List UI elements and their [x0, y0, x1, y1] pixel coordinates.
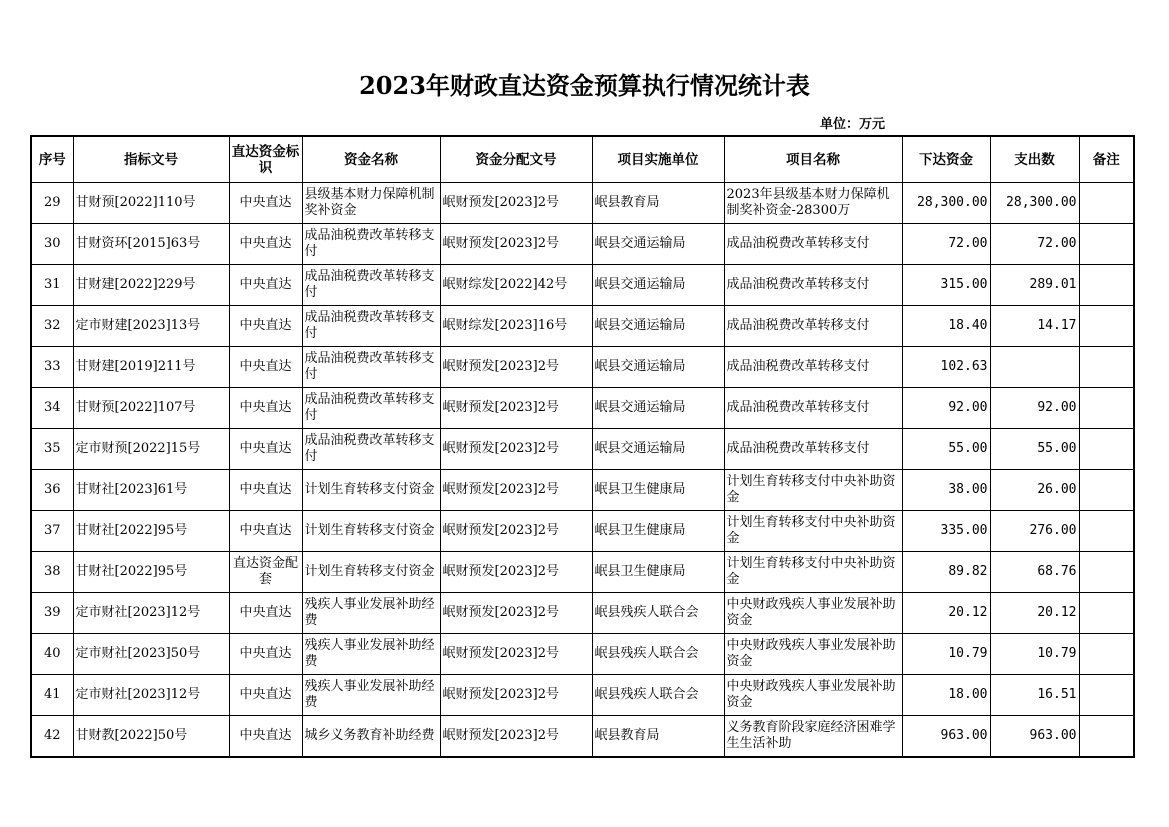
cell-note [1079, 593, 1134, 634]
cell-project: 成品油税费改革转移支付 [724, 306, 902, 347]
header-fund-name: 资金名称 [302, 136, 440, 183]
header-note: 备注 [1079, 136, 1134, 183]
cell-alloc-doc: 岷财预发[2023]2号 [440, 511, 592, 552]
table-row [31, 675, 1134, 716]
cell-note [1079, 470, 1134, 511]
cell-doc-no: 定市财预[2022]15号 [73, 429, 229, 470]
cell-note [1079, 224, 1134, 265]
cell-spent: 92.00 [990, 388, 1079, 429]
cell-doc-no: 甘财建[2019]211号 [73, 347, 229, 388]
cell-project: 计划生育转移支付中央补助资金 [724, 511, 902, 552]
cell-impl-unit: 岷县残疾人联合会 [592, 634, 724, 675]
cell-doc-no: 定市财社[2023]12号 [73, 593, 229, 634]
cell-doc-no: 甘财建[2022]229号 [73, 265, 229, 306]
cell-doc-no: 甘财社[2023]61号 [73, 470, 229, 511]
cell-project: 成品油税费改革转移支付 [724, 429, 902, 470]
cell-spent: 10.79 [990, 634, 1079, 675]
cell-spent: 14.17 [990, 306, 1079, 347]
cell-project: 中央财政残疾人事业发展补助资金 [724, 593, 902, 634]
cell-doc-no: 甘财社[2022]95号 [73, 511, 229, 552]
cell-seq: 31 [31, 265, 73, 306]
cell-seq: 29 [31, 183, 73, 224]
cell-seq: 38 [31, 552, 73, 593]
cell-impl-unit: 岷县交通运输局 [592, 224, 724, 265]
cell-alloc-doc: 岷财预发[2023]2号 [440, 716, 592, 757]
cell-fund-name: 成品油税费改革转移支付 [302, 429, 440, 470]
cell-project: 中央财政残疾人事业发展补助资金 [724, 675, 902, 716]
cell-mark: 中央直达 [229, 429, 302, 470]
table-row [31, 388, 1134, 429]
cell-impl-unit: 岷县教育局 [592, 183, 724, 224]
cell-impl-unit: 岷县交通运输局 [592, 388, 724, 429]
cell-spent [990, 347, 1079, 388]
table-row [31, 429, 1134, 470]
cell-alloc-doc: 岷财预发[2023]2号 [440, 429, 592, 470]
cell-doc-no: 甘财预[2022]110号 [73, 183, 229, 224]
cell-project: 计划生育转移支付中央补助资金 [724, 470, 902, 511]
cell-alloc-doc: 岷财预发[2023]2号 [440, 552, 592, 593]
cell-issued: 28,300.00 [902, 183, 990, 224]
cell-issued: 92.00 [902, 388, 990, 429]
cell-project: 成品油税费改革转移支付 [724, 388, 902, 429]
cell-note [1079, 552, 1134, 593]
cell-doc-no: 定市财社[2023]50号 [73, 634, 229, 675]
cell-project: 中央财政残疾人事业发展补助资金 [724, 634, 902, 675]
cell-fund-name: 计划生育转移支付资金 [302, 552, 440, 593]
cell-impl-unit: 岷县交通运输局 [592, 265, 724, 306]
cell-issued: 102.63 [902, 347, 990, 388]
cell-spent: 16.51 [990, 675, 1079, 716]
cell-project: 2023年县级基本财力保障机制奖补资金-28300万 [724, 183, 902, 224]
table-row [31, 552, 1134, 593]
cell-impl-unit: 岷县卫生健康局 [592, 511, 724, 552]
cell-project: 计划生育转移支付中央补助资金 [724, 552, 902, 593]
cell-doc-no: 定市财建[2023]13号 [73, 306, 229, 347]
budget-table [30, 135, 1135, 758]
cell-issued: 72.00 [902, 224, 990, 265]
cell-note [1079, 306, 1134, 347]
cell-doc-no: 定市财社[2023]12号 [73, 675, 229, 716]
cell-mark: 中央直达 [229, 716, 302, 757]
cell-seq: 30 [31, 224, 73, 265]
cell-mark: 中央直达 [229, 224, 302, 265]
cell-seq: 33 [31, 347, 73, 388]
cell-issued: 55.00 [902, 429, 990, 470]
table-row [31, 183, 1134, 224]
cell-mark: 中央直达 [229, 470, 302, 511]
header-alloc-doc: 资金分配文号 [440, 136, 592, 183]
cell-impl-unit: 岷县卫生健康局 [592, 470, 724, 511]
cell-fund-name: 县级基本财力保障机制奖补资金 [302, 183, 440, 224]
cell-note [1079, 675, 1134, 716]
cell-seq: 41 [31, 675, 73, 716]
cell-alloc-doc: 岷财预发[2023]2号 [440, 470, 592, 511]
cell-fund-name: 城乡义务教育补助经费 [302, 716, 440, 757]
cell-doc-no: 甘财社[2022]95号 [73, 552, 229, 593]
header-row [31, 136, 1134, 183]
cell-spent: 289.01 [990, 265, 1079, 306]
header-mark: 直达资金标识 [229, 136, 302, 183]
table-row [31, 265, 1134, 306]
header-project: 项目名称 [724, 136, 902, 183]
cell-note [1079, 716, 1134, 757]
cell-alloc-doc: 岷财预发[2023]2号 [440, 675, 592, 716]
cell-issued: 315.00 [902, 265, 990, 306]
cell-issued: 38.00 [902, 470, 990, 511]
cell-seq: 37 [31, 511, 73, 552]
cell-spent: 276.00 [990, 511, 1079, 552]
cell-issued: 18.00 [902, 675, 990, 716]
cell-alloc-doc: 岷财预发[2023]2号 [440, 388, 592, 429]
cell-seq: 36 [31, 470, 73, 511]
cell-fund-name: 成品油税费改革转移支付 [302, 347, 440, 388]
cell-fund-name: 残疾人事业发展补助经费 [302, 593, 440, 634]
cell-issued: 335.00 [902, 511, 990, 552]
cell-issued: 20.12 [902, 593, 990, 634]
table-row [31, 716, 1134, 757]
cell-mark: 中央直达 [229, 388, 302, 429]
cell-alloc-doc: 岷财综发[2022]42号 [440, 265, 592, 306]
unit-label: 单位：万元 [820, 117, 886, 132]
cell-alloc-doc: 岷财预发[2023]2号 [440, 593, 592, 634]
cell-spent: 20.12 [990, 593, 1079, 634]
cell-project: 成品油税费改革转移支付 [724, 347, 902, 388]
header-doc-no: 指标文号 [73, 136, 229, 183]
header-seq: 序号 [31, 136, 73, 183]
header-issued: 下达资金 [902, 136, 990, 183]
cell-project: 成品油税费改革转移支付 [724, 224, 902, 265]
cell-impl-unit: 岷县卫生健康局 [592, 552, 724, 593]
cell-spent: 72.00 [990, 224, 1079, 265]
table-row [31, 634, 1134, 675]
cell-fund-name: 成品油税费改革转移支付 [302, 265, 440, 306]
cell-doc-no: 甘财资环[2015]63号 [73, 224, 229, 265]
cell-issued: 89.82 [902, 552, 990, 593]
cell-fund-name: 残疾人事业发展补助经费 [302, 675, 440, 716]
table-row [31, 306, 1134, 347]
cell-note [1079, 265, 1134, 306]
cell-issued: 963.00 [902, 716, 990, 757]
cell-seq: 42 [31, 716, 73, 757]
cell-fund-name: 计划生育转移支付资金 [302, 470, 440, 511]
cell-spent: 963.00 [990, 716, 1079, 757]
cell-issued: 18.40 [902, 306, 990, 347]
cell-doc-no: 甘财预[2022]107号 [73, 388, 229, 429]
cell-mark: 中央直达 [229, 511, 302, 552]
cell-fund-name: 成品油税费改革转移支付 [302, 306, 440, 347]
header-impl-unit: 项目实施单位 [592, 136, 724, 183]
cell-spent: 68.76 [990, 552, 1079, 593]
cell-impl-unit: 岷县残疾人联合会 [592, 593, 724, 634]
cell-seq: 39 [31, 593, 73, 634]
cell-impl-unit: 岷县交通运输局 [592, 429, 724, 470]
cell-note [1079, 183, 1134, 224]
cell-seq: 32 [31, 306, 73, 347]
cell-alloc-doc: 岷财预发[2023]2号 [440, 224, 592, 265]
cell-issued: 10.79 [902, 634, 990, 675]
cell-fund-name: 成品油税费改革转移支付 [302, 388, 440, 429]
cell-mark: 中央直达 [229, 183, 302, 224]
cell-note [1079, 388, 1134, 429]
cell-mark: 中央直达 [229, 675, 302, 716]
cell-spent: 28,300.00 [990, 183, 1079, 224]
cell-mark: 中央直达 [229, 306, 302, 347]
table-row [31, 224, 1134, 265]
cell-seq: 40 [31, 634, 73, 675]
cell-note [1079, 347, 1134, 388]
table-row [31, 347, 1134, 388]
cell-mark: 直达资金配套 [229, 552, 302, 593]
cell-note [1079, 634, 1134, 675]
cell-impl-unit: 岷县教育局 [592, 716, 724, 757]
cell-seq: 35 [31, 429, 73, 470]
cell-alloc-doc: 岷财预发[2023]2号 [440, 183, 592, 224]
cell-alloc-doc: 岷财综发[2023]16号 [440, 306, 592, 347]
cell-impl-unit: 岷县交通运输局 [592, 306, 724, 347]
cell-doc-no: 甘财教[2022]50号 [73, 716, 229, 757]
cell-note [1079, 511, 1134, 552]
header-spent: 支出数 [990, 136, 1079, 183]
cell-note [1079, 429, 1134, 470]
cell-mark: 中央直达 [229, 347, 302, 388]
cell-impl-unit: 岷县交通运输局 [592, 347, 724, 388]
cell-spent: 26.00 [990, 470, 1079, 511]
table-row [31, 470, 1134, 511]
cell-project: 义务教育阶段家庭经济困难学生生活补助 [724, 716, 902, 757]
cell-project: 成品油税费改革转移支付 [724, 265, 902, 306]
table-row [31, 593, 1134, 634]
cell-fund-name: 计划生育转移支付资金 [302, 511, 440, 552]
table-row [31, 511, 1134, 552]
cell-fund-name: 残疾人事业发展补助经费 [302, 634, 440, 675]
cell-fund-name: 成品油税费改革转移支付 [302, 224, 440, 265]
cell-mark: 中央直达 [229, 265, 302, 306]
cell-seq: 34 [31, 388, 73, 429]
page-title: 2023年财政直达资金预算执行情况统计表 [359, 71, 810, 100]
cell-mark: 中央直达 [229, 593, 302, 634]
cell-alloc-doc: 岷财预发[2023]2号 [440, 634, 592, 675]
cell-impl-unit: 岷县残疾人联合会 [592, 675, 724, 716]
cell-alloc-doc: 岷财预发[2023]2号 [440, 347, 592, 388]
cell-mark: 中央直达 [229, 634, 302, 675]
cell-spent: 55.00 [990, 429, 1079, 470]
